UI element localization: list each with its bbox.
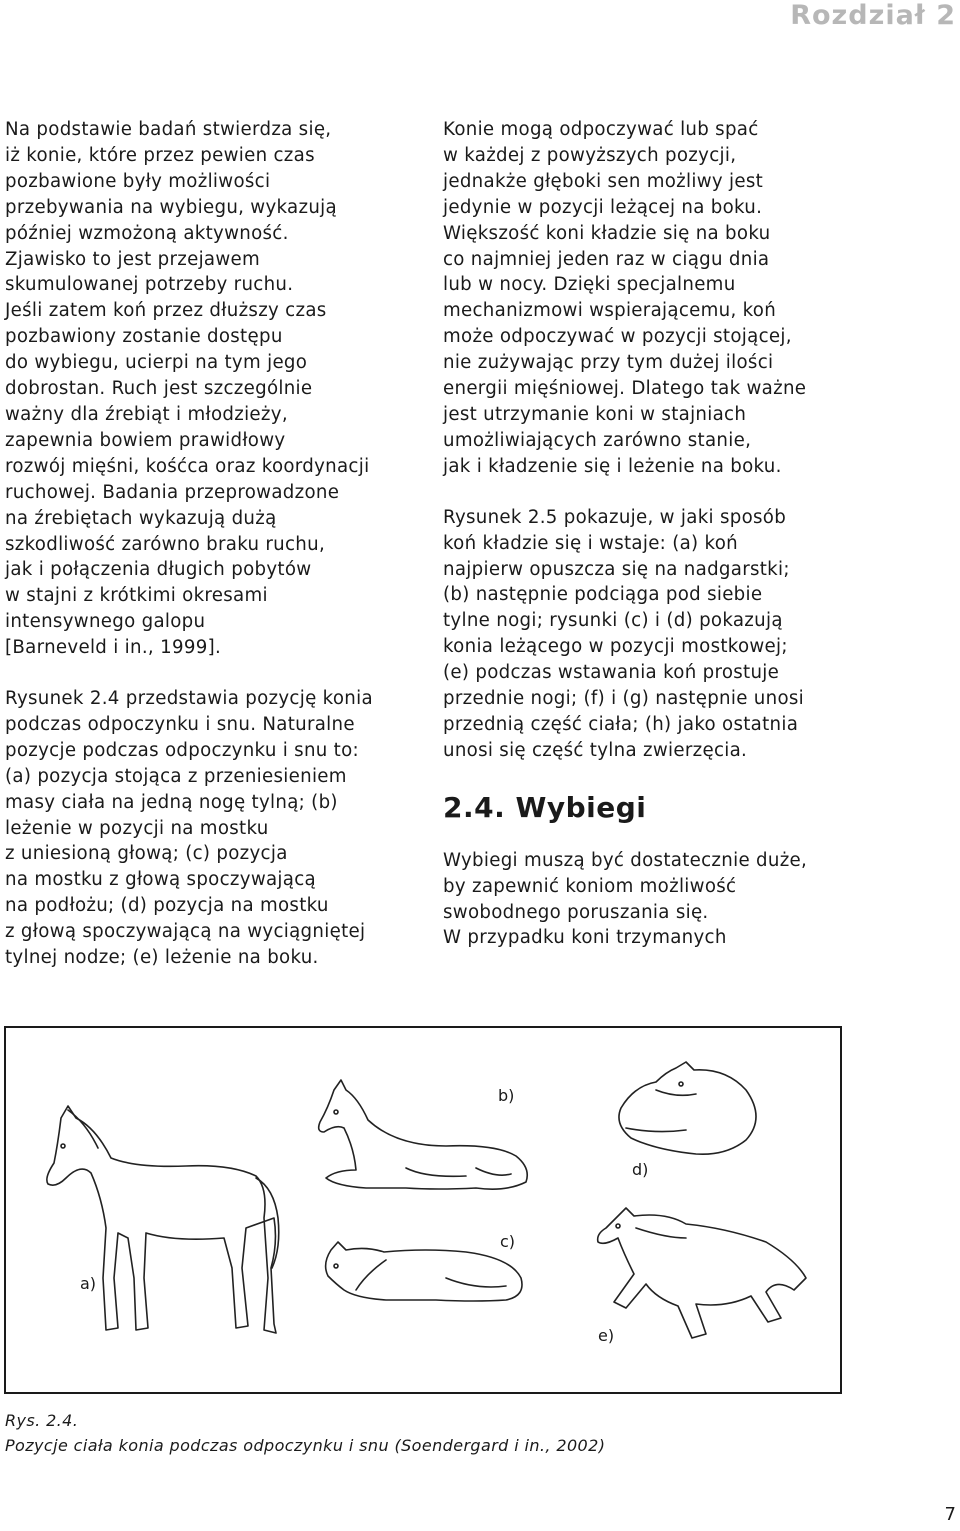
text-line: masy ciała na jedną nogę tylną; (b) bbox=[5, 791, 338, 813]
text-line: w każdej z powyższych pozycji, bbox=[443, 144, 737, 166]
text-line: na źrebiętach wykazują dużą bbox=[5, 507, 277, 529]
text-line: iż konie, które przez pewien czas bbox=[5, 144, 315, 166]
label-b: b) bbox=[498, 1086, 515, 1105]
text-line: koń kładzie się i wstaje: (a) koń bbox=[443, 532, 738, 554]
text-line: później wzmożoną aktywność. bbox=[5, 222, 289, 244]
text-line: mechanizmowi wspierającemu, koń bbox=[443, 300, 777, 322]
text-line: konia leżącego w pozycji mostkowej; bbox=[443, 636, 788, 658]
text-line: unosi się część tylna zwierzęcia. bbox=[443, 739, 748, 761]
text-line: z głową spoczywającą na wyciągniętej bbox=[5, 921, 366, 943]
text-line: (b) następnie podciąga pod siebie bbox=[443, 584, 763, 606]
left-column bbox=[5, 117, 415, 971]
text-line: przednie nogi; (f) i (g) następnie unosi bbox=[443, 688, 805, 710]
horse-standing-drawing bbox=[47, 1106, 279, 1333]
text-line: (a) pozycja stojąca z przeniesieniem bbox=[5, 765, 347, 787]
label-a: a) bbox=[80, 1274, 97, 1293]
text-line: jest utrzymanie koni w stajniach bbox=[443, 403, 747, 425]
paragraph-resting-positions bbox=[443, 117, 863, 480]
text-line: jedynie w pozycji leżącej na boku. bbox=[443, 196, 763, 218]
text-line: swobodnego poruszania się. bbox=[443, 901, 709, 923]
paragraph-exercise bbox=[5, 117, 415, 661]
text-line: Wybiegi muszą być dostatecznie duże, bbox=[443, 849, 808, 871]
paragraph-paddocks bbox=[443, 848, 863, 952]
horse-lying-on-side-drawing bbox=[598, 1208, 806, 1338]
text-line: na podłożu; (d) pozycja na mostku bbox=[5, 895, 329, 917]
text-line: jak i kładzenie się i leżenie na boku. bbox=[443, 455, 782, 477]
text-line: przednią część ciała; (h) jako ostatnia bbox=[443, 713, 799, 735]
label-e: e) bbox=[598, 1326, 615, 1345]
text-line: energii mięśniowej. Dlatego tak ważne bbox=[443, 378, 807, 400]
section-heading: 2.4. Wybiegi bbox=[443, 790, 647, 824]
horse-lying-head-raised-drawing bbox=[319, 1080, 528, 1189]
text-line: zapewnia bowiem prawidłowy bbox=[5, 429, 286, 451]
right-column bbox=[443, 117, 863, 951]
text-line: w stajni z krótkimi okresami bbox=[5, 585, 268, 607]
text-line: skumulowanej potrzeby ruchu. bbox=[5, 274, 294, 296]
text-line: podczas odpoczynku i snu. Naturalne bbox=[5, 713, 355, 735]
text-line: Na podstawie badań stwierdza się, bbox=[5, 119, 332, 140]
text-line: intensywnego galopu bbox=[5, 611, 206, 633]
text-line: nie zużywając przy tym dużej ilości bbox=[443, 352, 774, 374]
horse-illustrations bbox=[6, 1028, 840, 1392]
text-line: Większość koni kładzie się na boku bbox=[443, 222, 771, 244]
text-line: Zjawisko to jest przejawem bbox=[5, 248, 261, 270]
text-line: ruchowej. Badania przeprowadzone bbox=[5, 481, 340, 503]
paragraph-figure-2-4 bbox=[5, 686, 415, 971]
paragraph-figure-2-5 bbox=[443, 505, 863, 764]
text-line: tylnej nodze; (e) leżenie na boku. bbox=[5, 947, 319, 969]
text-line: do wybiegu, ucierpi na tym jego bbox=[5, 352, 308, 374]
text-line: W przypadku koni trzymanych bbox=[443, 927, 727, 949]
text-line: przebywania na wybiegu, wykazują bbox=[5, 196, 337, 218]
text-line: dobrostan. Ruch jest szczególnie bbox=[5, 378, 313, 400]
caption-number: Rys. 2.4. bbox=[5, 1411, 79, 1430]
text-line: najpierw opuszcza się na nadgarstki; bbox=[443, 558, 790, 580]
caption-text: Pozycje ciała konia podczas odpoczynku i snu (Soendergard i in., 2002) bbox=[5, 1436, 606, 1455]
text-line: co najmniej jeden raz w ciągu dnia bbox=[443, 248, 770, 270]
text-line: by zapewnić koniom możliwość bbox=[443, 875, 737, 897]
label-c: c) bbox=[500, 1232, 516, 1251]
page-number: 7 bbox=[944, 1504, 956, 1525]
text-line: (e) podczas wstawania koń prostuje bbox=[443, 662, 780, 684]
text-line: z uniesioną głową; (c) pozycja bbox=[5, 843, 288, 865]
text-line: na mostku z głową spoczywającą bbox=[5, 869, 316, 891]
text-line: Jeśli zatem koń przez dłuższy czas bbox=[5, 300, 327, 322]
text-line: jak i połączenia długich pobytów bbox=[5, 559, 312, 581]
text-line: jednakże głęboki sen możliwy jest bbox=[443, 170, 764, 192]
text-line: rozwój mięśni, kośćca oraz koordynacji bbox=[5, 455, 370, 477]
text-line: Rysunek 2.5 pokazuje, w jaki sposób bbox=[443, 506, 787, 528]
text-line: leżenie w pozycji na mostku bbox=[5, 817, 269, 839]
text-line: lub w nocy. Dzięki specjalnemu bbox=[443, 274, 736, 296]
chapter-header: Rozdział 2 bbox=[790, 0, 956, 31]
text-line: Konie mogą odpoczywać lub spać bbox=[443, 119, 759, 140]
text-line: tylne nogi; rysunki (c) i (d) pokazują bbox=[443, 610, 783, 632]
horse-lying-head-down-drawing bbox=[326, 1242, 522, 1301]
text-line: umożliwiających zarówno stanie, bbox=[443, 429, 752, 451]
text-line: pozbawiony zostanie dostępu bbox=[5, 326, 283, 348]
text-line: Rysunek 2.4 przedstawia pozycję konia bbox=[5, 688, 373, 710]
label-d: d) bbox=[632, 1160, 649, 1179]
figure-horse-positions bbox=[4, 1026, 842, 1394]
text-line: [Barneveld i in., 1999]. bbox=[5, 637, 222, 659]
text-line: może odpoczywać w pozycji stojącej, bbox=[443, 326, 792, 348]
horse-curled-drawing bbox=[619, 1062, 756, 1154]
text-line: pozycje podczas odpoczynku i snu to: bbox=[5, 739, 359, 761]
text-line: szkodliwość zarówno braku ruchu, bbox=[5, 533, 326, 555]
text-line: ważny dla źrebiąt i młodzieży, bbox=[5, 403, 288, 425]
figure-caption bbox=[5, 1408, 605, 1458]
text-line: pozbawione były możliwości bbox=[5, 170, 271, 192]
